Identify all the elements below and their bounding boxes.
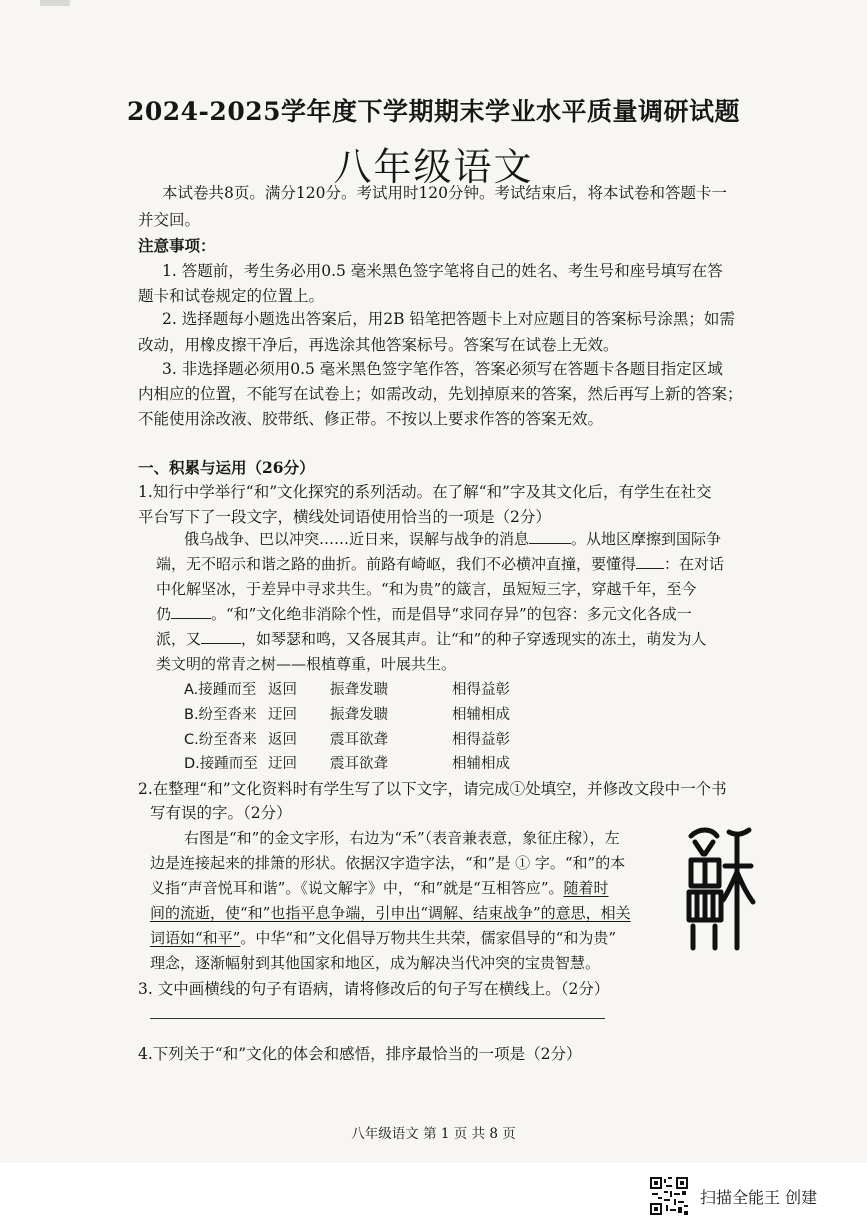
note-3-line-2: 内相应的位置，不能写在试卷上；如需改动，先划掉原来的答案，然后再写上新的答案；: [138, 385, 743, 403]
q1-passage-line-6: 类文明的常青之树——根植尊重，叶展共生。: [156, 655, 457, 673]
note-1-line-1: 1. 答题前，考生务必用0.5 毫米黑色签字笔将自己的姓名、考生号和座号填写在答: [162, 262, 723, 280]
q3-stem: 3. 文中画横线的句子有语病，请将修改后的句子写在横线上。（2分）: [138, 980, 610, 998]
q1-passage-text: ，如琴瑟和鸣，又各展其声。让“和”的种子穿透现实的冻土，萌发为人: [241, 630, 707, 648]
q1-stem-line-1: 1.知行中学举行“和”文化探究的系列活动。在了解“和”字及其文化后，有学生在社交: [138, 483, 712, 501]
q1-passage-line-1: [184, 528, 721, 549]
q1-passage-text: 派，又: [156, 630, 202, 648]
answer-blank: [201, 629, 241, 644]
q1-passage-text: 。从地区摩擦到国际争: [571, 530, 722, 548]
q1-passage-text: 俄乌战争、巴以冲突……近日来，误解与战争的消息: [184, 530, 530, 548]
q2-passage-line-3: [150, 877, 609, 898]
q1-passage-line-3: 中化解坚冰，于差异中寻求共生。“和为贵”的箴言，虽短短三字，穿越千年，至今: [156, 580, 697, 598]
intro-line-2: 并交回。: [138, 211, 201, 229]
q1-option-d-word-4: 相辅相成: [452, 756, 510, 772]
q1-passage-text: 端，无不昭示和谐之路的曲折。前路有崎岖，我们不必横冲直撞，要懂得: [156, 555, 637, 573]
intro-line-1: 本试卷共8页。满分120分。考试用时120分钟。考试结束后，将本试卷和答题卡一: [162, 184, 728, 202]
q2-passage-line-6: 理念，逐渐幅射到其他国家和地区，成为解决当代冲突的宝贵智慧。: [150, 954, 601, 972]
q1-passage-line-2: [156, 553, 724, 574]
section-1-heading: 一、积累与运用（26分）: [138, 458, 315, 477]
scanner-watermark: 扫描全能王 创建: [700, 1188, 818, 1207]
q1-option-b-word-2: 迂回: [268, 707, 297, 723]
q1-option-b-word-3: 振聋发聩: [330, 707, 388, 723]
answer-blank: [636, 554, 664, 569]
answer-blank: [529, 529, 571, 544]
q1-passage-line-5: [156, 628, 706, 649]
q1-option-a-word-4: 相得益彰: [452, 682, 510, 698]
he-bronze-script-image: [685, 826, 757, 954]
q1-option-c-label[interactable]: C.纷至沓来: [184, 732, 257, 748]
q2-passage-line-5: [150, 927, 616, 948]
q2-underlined-sentence: 随着时: [563, 879, 609, 897]
q2-stem-line-1: 2.在整理“和”文化资料时有学生写了以下文字，请完成①处填空，并修改文段中一个书: [138, 780, 727, 798]
q2-underlined-sentence-line-2: 间的流逝，使“和”也指平息争端，引申出“调解、结束战争”的意思，相关: [150, 904, 631, 922]
q1-option-c-word-3: 震耳欲聋: [330, 732, 388, 748]
q2-passage-text: 。中华“和”文化倡导万物共生共荣，儒家倡导的“和为贵”: [240, 929, 617, 947]
q1-passage-text: 。“和”文化绝非消除个性，而是倡导“求同存异”的包容：多元文化各成一: [211, 605, 692, 623]
q1-option-d-word-3: 震耳欲聋: [330, 756, 388, 772]
q1-option-d-word-2: 迂回: [268, 756, 297, 772]
notes-heading: 注意事项：: [138, 236, 216, 255]
q1-option-d-label[interactable]: D.接踵而至: [184, 756, 258, 772]
scan-edge-mark: [40, 0, 70, 6]
q3-answer-line[interactable]: [150, 1018, 605, 1019]
q2-passage-line-1: 右图是“和”的金文字形，右边为“禾”（表音兼表意，象征庄稼），左: [184, 829, 620, 847]
note-2-line-1: 2. 选择题每小题选出答案后，用2B 铅笔把答题卡上对应题目的答案标号涂黑；如需: [162, 310, 735, 328]
answer-blank: [171, 604, 211, 619]
q1-passage-text: ：在对话: [664, 555, 725, 573]
q1-passage-line-4: [156, 603, 692, 624]
q1-option-b-word-4: 相辅相成: [452, 707, 510, 723]
q2-passage-line-2: 边是连接起来的排箫的形状。依据汉字造字法，“和”是 ① 字。“和”的本: [150, 854, 626, 872]
qr-code-icon: [650, 1177, 688, 1215]
q1-passage-text: 仍: [156, 605, 172, 623]
q1-option-a-word-2: 返回: [268, 682, 297, 698]
note-2-line-2: 改动，用橡皮擦干净后，再选涂其他答案标号。答案写在试卷上无效。: [138, 336, 619, 354]
q1-option-b-label[interactable]: B.纷至沓来: [184, 707, 257, 723]
q1-option-c-word-2: 返回: [268, 732, 297, 748]
page-footer: 八年级语文 第 1 页 共 8 页: [351, 1126, 516, 1142]
q2-stem-line-2: 写有误的字。（2分）: [150, 804, 292, 822]
note-3-line-1: 3. 非选择题必须用0.5 毫米黑色签字笔作答，答案必须写在答题卡各题目指定区域: [162, 360, 723, 378]
note-1-line-2: 题卡和试卷规定的位置上。: [138, 287, 325, 305]
exam-title: 2024-2025学年度下学期期末学业水平质量调研试题: [126, 97, 741, 126]
q1-stem-line-2: 平台写下了一段文字，横线处词语使用恰当的一项是（2分）: [138, 508, 551, 526]
q1-option-c-word-4: 相得益彰: [452, 732, 510, 748]
q4-stem: 4.下列关于“和”文化的体会和感悟，排序最恰当的一项是（2分）: [138, 1045, 582, 1063]
q1-option-a-word-3: 振聋发聩: [330, 682, 388, 698]
q2-passage-text: 义指“声音悦耳和谐”。《说文解字》中，“和”就是“互相答应”。: [150, 879, 564, 897]
q1-option-a-label[interactable]: A.接踵而至: [184, 682, 257, 698]
note-3-line-3: 不能使用涂改液、胶带纸、修正带。不按以上要求作答的答案无效。: [138, 410, 604, 428]
q2-underlined-sentence-end: 词语如“和平”: [150, 929, 241, 947]
subject-title: 八年级语文: [333, 145, 534, 189]
